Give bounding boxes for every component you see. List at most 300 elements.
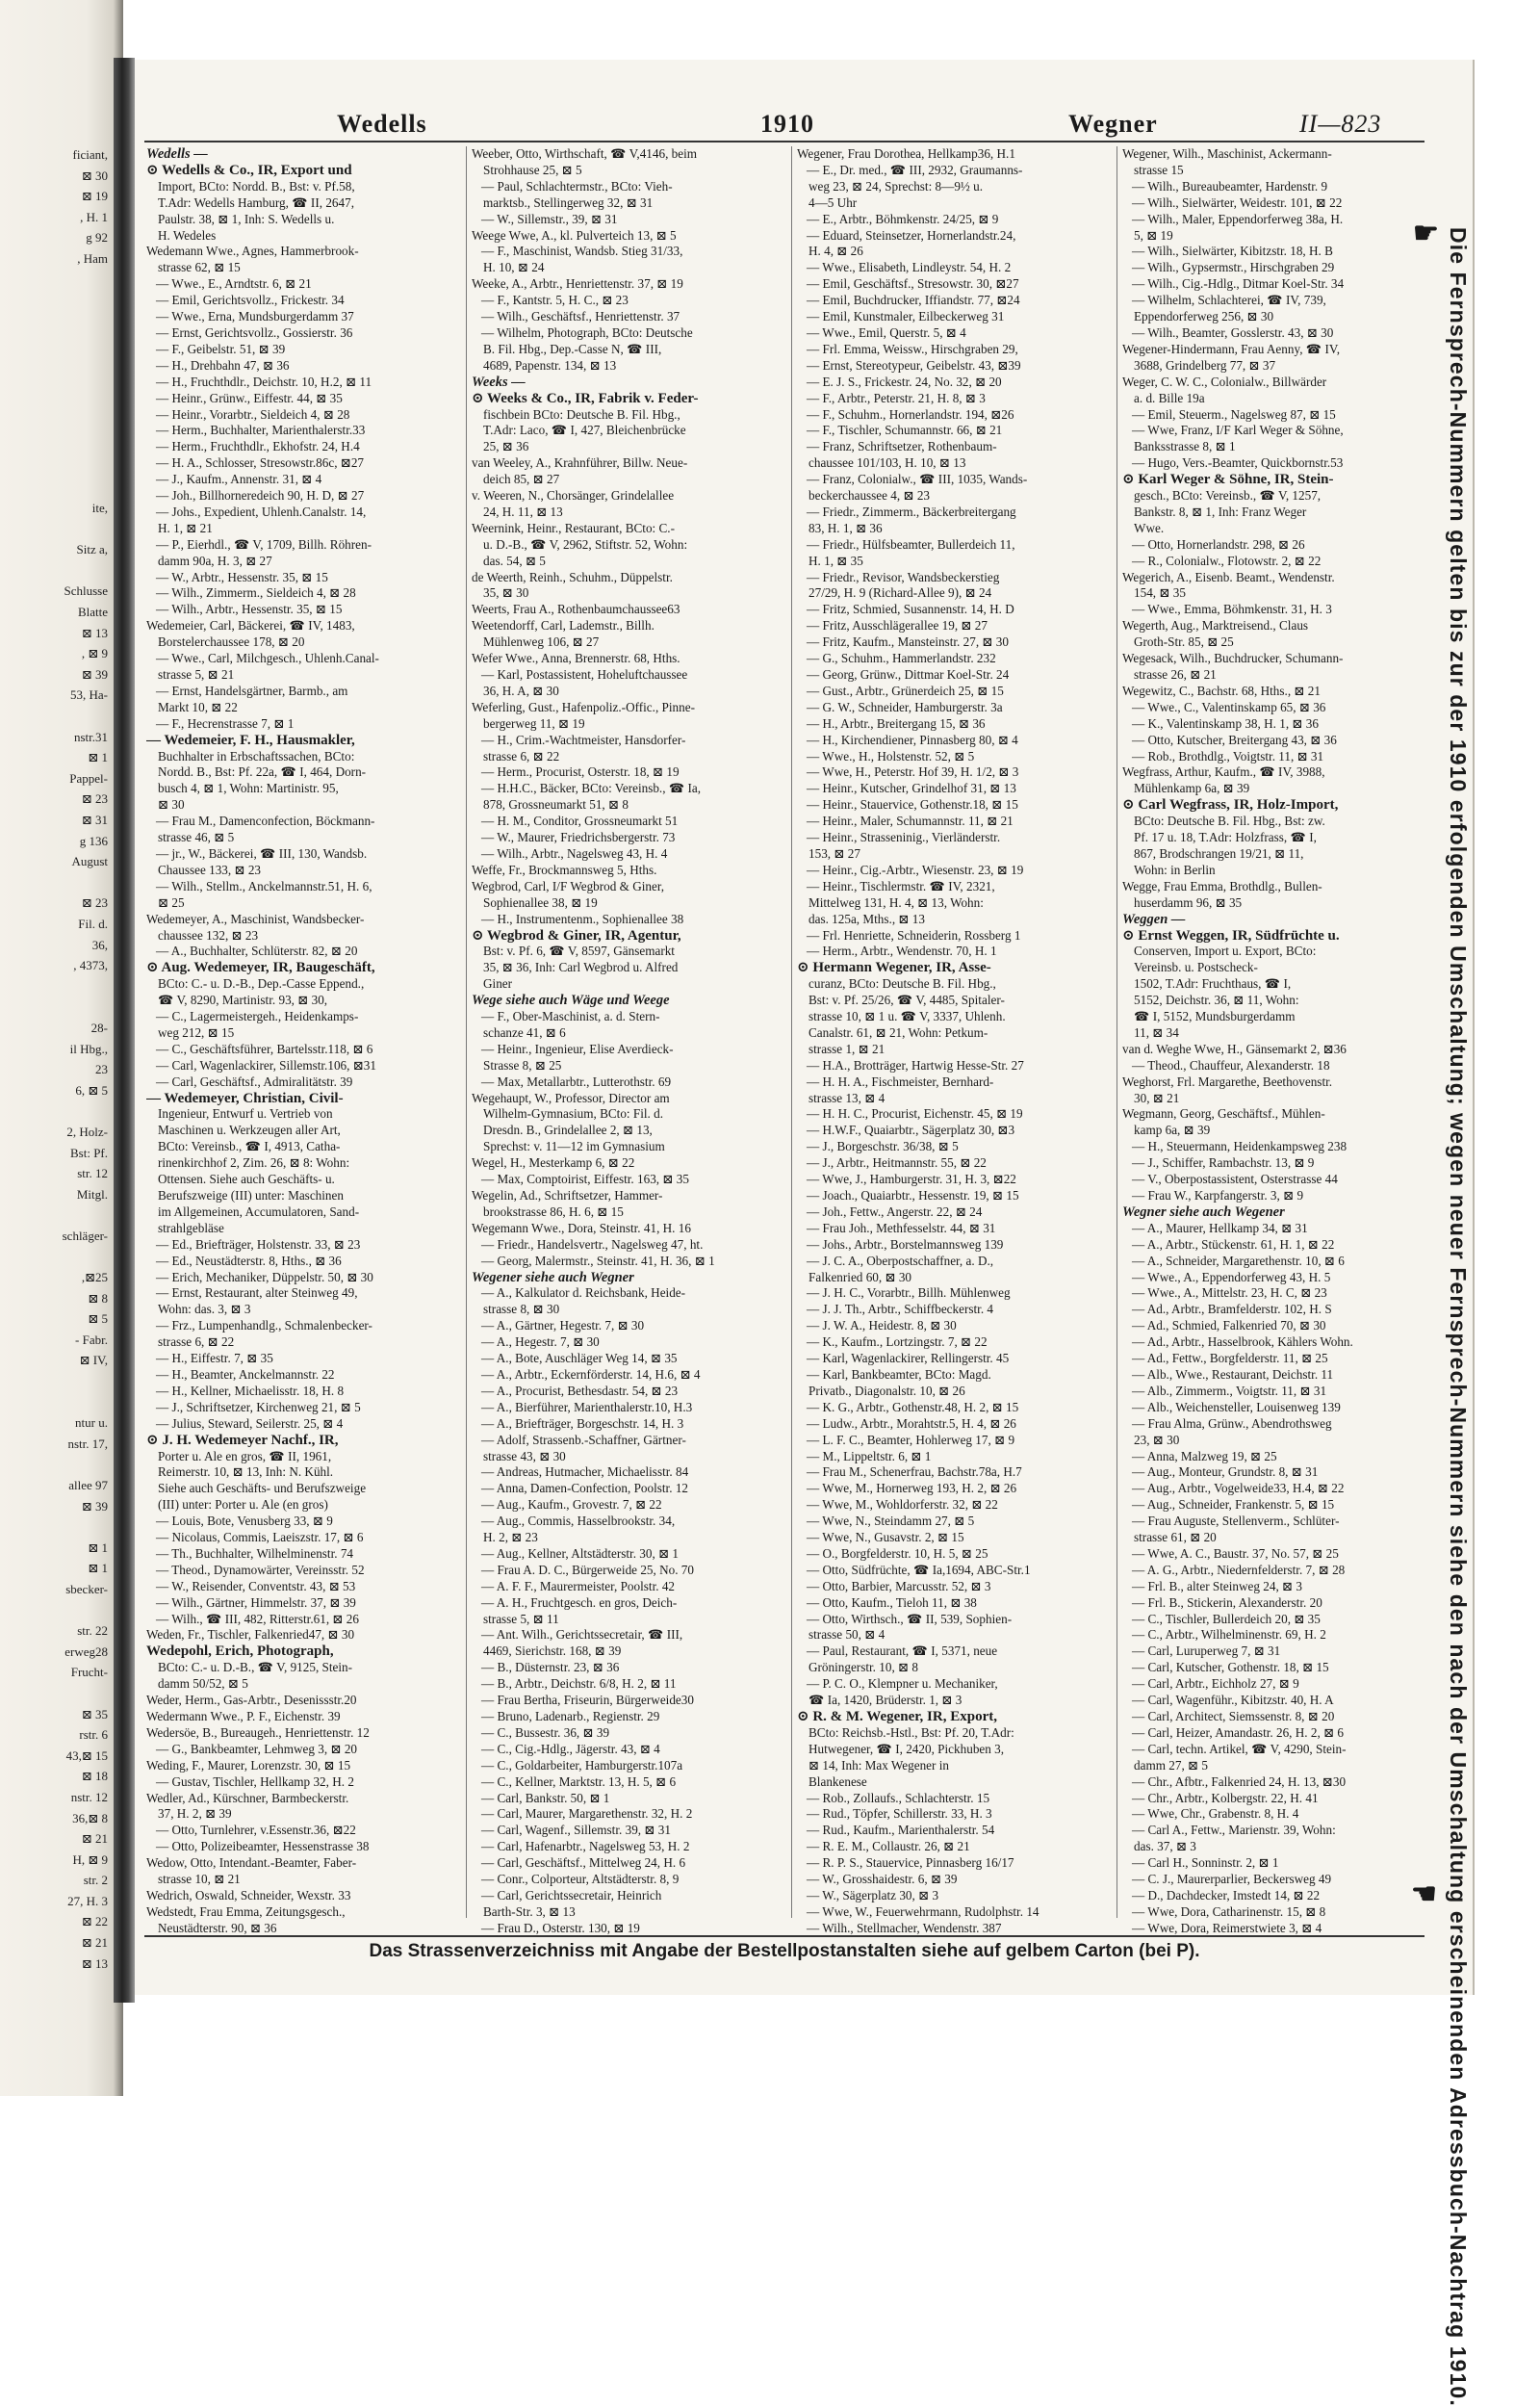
directory-entry-line: — Th., Buchhalter, Wilhelminenstr. 74 (146, 1546, 458, 1563)
directory-entry-line: — Ernst, Stereotypeur, Geibelstr. 43, ⊠39 (797, 358, 1109, 375)
fragment-line (0, 435, 114, 456)
directory-entry-line: Wegelin, Ad., Schriftsetzer, Hammer- (472, 1188, 783, 1204)
directory-entry-line: 23, ⊠ 30 (1122, 1433, 1434, 1449)
directory-entry-line: Porter u. Ale en gros, ☎ II, 1961, (146, 1449, 458, 1465)
directory-entry-line: — Wwe., C., Valentinskamp 65, ⊠ 36 (1122, 700, 1434, 716)
directory-entry-line: — Theod., Dynamowärter, Vereinsstr. 52 (146, 1563, 458, 1579)
directory-entry-line: — G., Schuhm., Hammerlandstr. 232 (797, 651, 1109, 667)
fragment-line (0, 394, 114, 415)
fragment-line (0, 560, 114, 582)
fragment-line (0, 290, 114, 311)
directory-entry-line: ⊙ Hermann Wegener, IR, Asse- (797, 960, 1109, 976)
directory-entry-line: — H., Beamter, Anckelmannstr. 22 (146, 1367, 458, 1384)
header-first-entry: Wedells (337, 110, 427, 139)
directory-entry-line: — Hugo, Vers.-Beamter, Quickbornstr.53 (1122, 455, 1434, 472)
directory-entry-line: Wwe. (1122, 521, 1434, 537)
directory-entry-line: ☎ Ia, 1420, Brüderstr. 1, ⊠ 3 (797, 1693, 1109, 1709)
fragment-line (0, 1371, 114, 1392)
directory-entry-line: 36, H. A, ⊠ 30 (472, 684, 783, 700)
fragment-line: ⊠ 31 (0, 810, 114, 831)
directory-entry-line: — E., Dr. med., ☎ III, 2932, Graumanns- (797, 163, 1109, 179)
directory-entry-line: Blankenese (797, 1774, 1109, 1791)
directory-entry-line: Neustädterstr. 90, ⊠ 36 (146, 1921, 458, 1937)
directory-entry-line: busch 4, ⊠ 1, Wohn: Martinistr. 95, (146, 781, 458, 797)
directory-entry-line: — A., Bote, Auschläger Weg 14, ⊠ 35 (472, 1351, 783, 1367)
directory-entry-line: — Wedemeyer, Christian, Civil- (146, 1091, 458, 1107)
directory-entry-line: — Friedr., Revisor, Wandsbeckerstieg (797, 570, 1109, 586)
fragment-line: Pappel- (0, 768, 114, 789)
directory-entry-line: — Frl. Henriette, Schneiderin, Rossberg 1 (797, 928, 1109, 945)
fragment-line: allee 97 (0, 1475, 114, 1496)
fragment-line (0, 1392, 114, 1413)
directory-entry-line: ⊠ 30 (146, 797, 458, 814)
directory-entry-line: — Chr., Afbtr., Falkenried 24, H. 13, ⊠30 (1122, 1774, 1434, 1791)
directory-entry-line: Canalstr. 61, ⊠ 21, Wohn: Petkum- (797, 1025, 1109, 1042)
directory-entry-line: — Carl, Geschäftsf., Admiralitätstr. 39 (146, 1074, 458, 1091)
directory-entry-line: — Otto, Wirthsch., ☎ II, 539, Sophien- (797, 1612, 1109, 1628)
directory-entry-line: Weetendorff, Carl, Lademstr., Billh. (472, 618, 783, 634)
directory-entry-line: — K., Kaufm., Lortzingstr. 7, ⊠ 22 (797, 1334, 1109, 1351)
directory-entry-line: ⊠ 25 (146, 895, 458, 912)
directory-entry-line: 83, H. 1, ⊠ 36 (797, 521, 1109, 537)
directory-entry-line: Weden, Fr., Tischler, Falkenried47, ⊠ 30 (146, 1627, 458, 1643)
directory-entry-line: 27/29, H. 9 (Richard-Allee 9), ⊠ 24 (797, 585, 1109, 602)
directory-entry-line: kamp 6a, ⊠ 39 (1122, 1123, 1434, 1139)
directory-entry-line: Chaussee 133, ⊠ 23 (146, 863, 458, 879)
directory-entry-line: — Wilh., Geschäftsf., Henriettenstr. 37 (472, 309, 783, 325)
directory-entry-line: Weder, Herm., Gas-Arbtr., Desenissstr.20 (146, 1693, 458, 1709)
directory-entry-line: — C., Bussestr. 36, ⊠ 39 (472, 1725, 783, 1742)
directory-entry-line: 11, ⊠ 34 (1122, 1025, 1434, 1042)
directory-entry-line: — Friedr., Hülfsbeamter, Bullerdeich 11, (797, 537, 1109, 554)
directory-entry-line: 24, H. 11, ⊠ 13 (472, 505, 783, 521)
directory-entry-line: Sophienallee 38, ⊠ 19 (472, 895, 783, 912)
fragment-line (0, 1600, 114, 1621)
fragment-line: 36, (0, 935, 114, 956)
directory-entry-line: Wedrich, Oswald, Schneider, Wexstr. 33 (146, 1888, 458, 1904)
directory-entry-line: — Herm., Fruchthdlr., Ekhofstr. 24, H.4 (146, 439, 458, 455)
directory-entry-line: — H., Arbtr., Breitergang 15, ⊠ 36 (797, 716, 1109, 733)
directory-entry-line: — H.W.F., Quaiarbtr., Sägerplatz 30, ⊠3 (797, 1123, 1109, 1139)
directory-entry-line: — Wwe, M., Wohldorferstr. 32, ⊠ 22 (797, 1497, 1109, 1514)
directory-entry-line: strasse 5, ⊠ 21 (146, 667, 458, 684)
directory-entry-line: — F., Maschinist, Wandsb. Stieg 31/33, (472, 244, 783, 260)
directory-entry-line: ⊙ Carl Wegfrass, IR, Holz-Import, (1122, 797, 1434, 814)
directory-entry-line: — Frau Joh., Methfesselstr. 44, ⊠ 31 (797, 1221, 1109, 1237)
directory-entry-line: — Wwe, J., Hamburgerstr. 31, H. 3, ⊠22 (797, 1172, 1109, 1188)
directory-entry-line: — Fritz, Schmied, Susannenstr. 14, H. D (797, 602, 1109, 618)
fragment-line (0, 519, 114, 540)
directory-entry-line: v. Weeren, N., Chorsänger, Grindelallee (472, 488, 783, 505)
directory-entry-line: — Anna, Damen-Confection, Poolstr. 12 (472, 1481, 783, 1497)
directory-entry-line: — Wwe, Chr., Grabenstr. 8, H. 4 (1122, 1806, 1434, 1823)
directory-entry-line: fischbein BCto: Deutsche B. Fil. Hbg., (472, 407, 783, 424)
directory-entry-line: Wegfrass, Arthur, Kaufm., ☎ IV, 3988, (1122, 764, 1434, 781)
fragment-line (0, 352, 114, 374)
fragment-line (0, 1204, 114, 1226)
directory-entry-line: — Aug., Kellner, Altstädterstr. 30, ⊠ 1 (472, 1546, 783, 1563)
directory-entry-line: — A., Kalkulator d. Reichsbank, Heide- (472, 1285, 783, 1302)
directory-entry-line: — H., Crim.-Wachtmeister, Hansdorfer- (472, 733, 783, 749)
directory-entry-line: — R. P. S., Stauervice, Pinnasberg 16/17 (797, 1855, 1109, 1872)
directory-entry-line: Wegener, Wilh., Maschinist, Ackermann- (1122, 146, 1434, 163)
directory-entry-line: Barth-Str. 3, ⊠ 13 (472, 1904, 783, 1921)
page-footer-note: Das Strassenverzeichniss mit Angabe der Bestellpostanstalten siehe auf gelbem Carton (bei P). (144, 1935, 1424, 1970)
fragment-line: ,⊠25 (0, 1267, 114, 1288)
directory-entry-line: — Wilh., Arbtr., Nagelsweg 43, H. 4 (472, 846, 783, 863)
directory-entry-line: — Wwe., Erna, Mundsburgerdamm 37 (146, 309, 458, 325)
directory-entry-line: van d. Weghe Wwe, H., Gänsemarkt 2, ⊠36 (1122, 1042, 1434, 1058)
fragment-line: erweg28 (0, 1642, 114, 1663)
directory-entry-line: — Aug., Arbtr., Vogelweide33, H.4, ⊠ 22 (1122, 1481, 1434, 1497)
directory-entry-line: strasse 5, ⊠ 11 (472, 1612, 783, 1628)
directory-entry-line: Bst: v. Pf. 25/26, ☎ V, 4485, Spitaler- (797, 993, 1109, 1009)
directory-entry-line: Paulstr. 38, ⊠ 1, Inh: S. Wedells u. (146, 212, 458, 228)
fragment-line: nstr. 12 (0, 1787, 114, 1808)
directory-entry-line: — Alb., Wwe., Restaurant, Deichstr. 11 (1122, 1367, 1434, 1384)
directory-entry-line: Wohn: das. 3, ⊠ 3 (146, 1302, 458, 1318)
directory-entry-line: weg 23, ⊠ 24, Sprechst: 8—9½ u. (797, 179, 1109, 195)
directory-entry-line: — Heinr., Kutscher, Grindelhof 31, ⊠ 13 (797, 781, 1109, 797)
directory-entry-line: — Carl, Geschäftsf., Mittelweg 24, H. 6 (472, 1855, 783, 1872)
fragment-line: ⊠ 23 (0, 789, 114, 810)
directory-entry-line: — Max, Metallarbtr., Lutterothstr. 69 (472, 1074, 783, 1091)
directory-entry-line: — Wilh., Zimmerm., Sieldeich 4, ⊠ 28 (146, 585, 458, 602)
directory-entry-line: curanz, BCto: Deutsche B. Fil. Hbg., (797, 976, 1109, 993)
directory-entry-line: — Rud., Kaufm., Marienthalerstr. 54 (797, 1823, 1109, 1839)
directory-entry-line: 35, ⊠ 30 (472, 585, 783, 602)
directory-entry-line: — Julius, Steward, Seilerstr. 25, ⊠ 4 (146, 1416, 458, 1433)
directory-entry-line: — H.A., Brotträger, Hartwig Hesse-Str. 27 (797, 1058, 1109, 1074)
book-binding-shadow (114, 58, 135, 2003)
directory-entry-line: 867, Brodschrangen 19/21, ⊠ 11, (1122, 846, 1434, 863)
directory-entry-line: — Alb., Zimmerm., Voigtstr. 11, ⊠ 31 (1122, 1384, 1434, 1400)
directory-entry-line: — A., Maurer, Hellkamp 34, ⊠ 31 (1122, 1221, 1434, 1237)
directory-entry-line: — H.H.C., Bäcker, BCto: Vereinsb., ☎ Ia, (472, 781, 783, 797)
directory-entry-line: — Wwe, N., Steindamm 27, ⊠ 5 (797, 1514, 1109, 1530)
directory-entry-line: Strohhause 25, ⊠ 5 (472, 163, 783, 179)
fragment-line: ⊠ 23 (0, 893, 114, 914)
fragment-line: 2, Holz- (0, 1122, 114, 1143)
directory-entry-line: — Wwe, A. C., Baustr. 37, No. 57, ⊠ 25 (1122, 1546, 1434, 1563)
directory-entry-line: Wedemann Wwe., Agnes, Hammerbrook- (146, 244, 458, 260)
directory-entry-line: Weeber, Otto, Wirthschaft, ☎ V,4146, beim (472, 146, 783, 163)
fragment-line (0, 1516, 114, 1538)
directory-entry-line: — Wilh., Stellmacher, Wendenstr. 387 (797, 1921, 1109, 1937)
directory-entry-line: — A., Procurist, Bethesdastr. 54, ⊠ 23 (472, 1384, 783, 1400)
directory-entry-line: strasse 8, ⊠ 30 (472, 1302, 783, 1318)
directory-entry-line: ⊙ Wegbrod & Giner, IR, Agentur, (472, 928, 783, 945)
column-2 (472, 146, 783, 1937)
directory-entry-line: Wedepohl, Erich, Photograph, (146, 1643, 458, 1660)
directory-entry-line: Bankstr. 8, ⊠ 1, Inh: Franz Weger (1122, 505, 1434, 521)
directory-entry-line: — Fritz, Kaufm., Mansteinstr. 27, ⊠ 30 (797, 634, 1109, 651)
directory-entry-line: — J. H. C., Vorarbtr., Billh. Mühlenweg (797, 1285, 1109, 1302)
directory-entry-line: Wegener siehe auch Wegner (472, 1270, 783, 1286)
directory-entry-line: 5152, Deichstr. 36, ⊠ 11, Wohn: (1122, 993, 1434, 1009)
directory-entry-line: — Wwe, M., Hornerweg 193, H. 2, ⊠ 26 (797, 1481, 1109, 1497)
directory-entry-line: Siehe auch Geschäfts- und Berufszweige (146, 1481, 458, 1497)
directory-entry-line: Wegel, H., Mesterkamp 6, ⊠ 22 (472, 1155, 783, 1172)
directory-entry-line: — Georg, Malermstr., Steinstr. 41, H. 36, ⊠ 1 (472, 1254, 783, 1270)
directory-entry-line: — Otto, Hornerlandstr. 298, ⊠ 26 (1122, 537, 1434, 554)
directory-entry-line: — Alb., Weichensteller, Louisenweg 139 (1122, 1400, 1434, 1416)
directory-entry-line: — Paul, Schlachtermstr., BCto: Vieh- (472, 179, 783, 195)
directory-entry-line: 4469, Sierichstr. 168, ⊠ 39 (472, 1643, 783, 1660)
directory-entry-line: BCto: Deutsche B. Fil. Hbg., Bst: zw. (1122, 814, 1434, 830)
fragment-line (0, 1246, 114, 1267)
fragment-line: ficiant, (0, 144, 114, 166)
directory-entry-line: — A., Gärtner, Hegestr. 7, ⊠ 30 (472, 1318, 783, 1334)
directory-entry-line: — Heinr., Grünw., Eiffestr. 44, ⊠ 35 (146, 391, 458, 407)
directory-entry-line: (III) unter: Porter u. Ale (en gros) (146, 1497, 458, 1514)
directory-entry-line: — Frl. B., Stickerin, Alexanderstr. 20 (1122, 1595, 1434, 1612)
page-header (144, 106, 1424, 142)
directory-entry-line: Wohn: in Berlin (1122, 863, 1434, 879)
directory-entry-line: — Karl, Wagenlackirer, Rellingerstr. 45 (797, 1351, 1109, 1367)
directory-entry-line: Wedstedt, Frau Emma, Zeitungsgesch., (146, 1904, 458, 1921)
fragment-line: ⊠ 35 (0, 1704, 114, 1725)
directory-entry-line: — Eduard, Steinsetzer, Hornerlandstr.24, (797, 228, 1109, 245)
directory-entry-line: — W., Grosshaidestr. 6, ⊠ 39 (797, 1872, 1109, 1888)
fragment-line (0, 478, 114, 499)
directory-entry-line: — Wilh., Bureaubeamter, Hardenstr. 9 (1122, 179, 1434, 195)
page-number: II—823 (1299, 110, 1381, 139)
directory-entry-line: — Karl, Bankbeamter, BCto: Magd. (797, 1367, 1109, 1384)
directory-entry-line: — Theod., Chauffeur, Alexanderstr. 18 (1122, 1058, 1434, 1074)
fragment-line (0, 331, 114, 352)
directory-entry-line: — Frau M., Schenerfrau, Bachstr.78a, H.7 (797, 1464, 1109, 1481)
directory-entry-line: — W., Arbtr., Hessenstr. 35, ⊠ 15 (146, 570, 458, 586)
fragment-line: ⊠ 8 (0, 1288, 114, 1309)
directory-entry-line: — Wwe., E., Arndtstr. 6, ⊠ 21 (146, 276, 458, 293)
directory-entry-line: — A. H., Fruchtgesch. en gros, Deich- (472, 1595, 783, 1612)
directory-entry-line: — V., Oberpostassistent, Osterstrasse 44 (1122, 1172, 1434, 1188)
fragment-line (0, 1683, 114, 1704)
directory-entry-line: — Ad., Fettw., Borgfelderstr. 11, ⊠ 25 (1122, 1351, 1434, 1367)
directory-entry-line: Conserven, Import u. Export, BCto: (1122, 944, 1434, 960)
directory-entry-line: — Wilh., Gärtner, Himmelstr. 37, ⊠ 39 (146, 1595, 458, 1612)
directory-entry-line: — C., Cig.-Hdlg., Jägerstr. 43, ⊠ 4 (472, 1742, 783, 1758)
directory-entry-line: B. Fil. Hbg., Dep.-Casse N, ☎ III, (472, 342, 783, 358)
directory-entry-line: — Friedr., Zimmerm., Bäckerbreitergang (797, 505, 1109, 521)
directory-entry-line: — Ad., Arbtr., Bramfelderstr. 102, H. S (1122, 1302, 1434, 1318)
directory-entry-line: Weggen — (1122, 912, 1434, 928)
fragment-line: ⊠ 13 (0, 623, 114, 644)
directory-entry-line: — Frau Alma, Grünw., Abendrothsweg (1122, 1416, 1434, 1433)
directory-entry-line: — Wilh., Beamter, Gosslerstr. 43, ⊠ 30 (1122, 325, 1434, 342)
directory-entry-line: Weding, F., Maurer, Lorenzstr. 30, ⊠ 15 (146, 1758, 458, 1774)
directory-entry-line: a. d. Bille 19a (1122, 391, 1434, 407)
directory-entry-line: — Herm., Arbtr., Wendenstr. 70, H. 1 (797, 944, 1109, 960)
directory-entry-line: 30, ⊠ 21 (1122, 1091, 1434, 1107)
directory-entry-line: — H. H. C., Procurist, Eichenstr. 45, ⊠ 19 (797, 1106, 1109, 1123)
directory-entry-line: strasse 62, ⊠ 15 (146, 260, 458, 276)
fragment-line: ⊠ 1 (0, 1558, 114, 1579)
directory-entry-line: 35, ⊠ 36, Inh: Carl Wegbrod u. Alfred (472, 960, 783, 976)
directory-entry-line: — L. F. C., Beamter, Hohlerweg 17, ⊠ 9 (797, 1433, 1109, 1449)
directory-entry-line: Weerts, Frau A., Rothenbaumchaussee63 (472, 602, 783, 618)
directory-entry-line: — Carl, Bankstr. 50, ⊠ 1 (472, 1791, 783, 1807)
directory-entry-line: deich 85, ⊠ 27 (472, 472, 783, 488)
directory-entry-line: — Frau D., Osterstr. 130, ⊠ 19 (472, 1921, 783, 1937)
directory-entry-line: damm 27, ⊠ 5 (1122, 1758, 1434, 1774)
directory-entry-line: Eppendorferweg 256, ⊠ 30 (1122, 309, 1434, 325)
fragment-line: ⊠ 1 (0, 747, 114, 768)
directory-entry-line: — Wilh., ☎ III, 482, Ritterstr.61, ⊠ 26 (146, 1612, 458, 1628)
directory-entry-line: — Chr., Arbtr., Kolbergstr. 22, H. 41 (1122, 1791, 1434, 1807)
directory-entry-line: — A., Buchhalter, Schlüterstr. 82, ⊠ 20 (146, 944, 458, 960)
directory-entry-line: Wedemeier, Carl, Bäckerei, ☎ IV, 1483, (146, 618, 458, 634)
fragment-line (0, 1100, 114, 1122)
directory-entry-line: — Wwe., Emma, Böhmkenstr. 31, H. 3 (1122, 602, 1434, 618)
directory-entry-line: — Ant. Wilh., Gerichtssecretair, ☎ III, (472, 1627, 783, 1643)
directory-entry-line: — Wwe., Emil, Querstr. 5, ⊠ 4 (797, 325, 1109, 342)
column-3 (797, 146, 1109, 1937)
fragment-line (0, 311, 114, 332)
directory-entry-line: Wedemeyer, A., Maschinist, Wandsbecker- (146, 912, 458, 928)
directory-entry-line: — F., Hecrenstrasse 7, ⊠ 1 (146, 716, 458, 733)
directory-entry-line: — J. W. A., Heidestr. 8, ⊠ 30 (797, 1318, 1109, 1334)
fragment-line (0, 1454, 114, 1475)
fragment-line: str. 22 (0, 1620, 114, 1642)
directory-entry-line: 4689, Papenstr. 134, ⊠ 13 (472, 358, 783, 375)
directory-entry-line: Mühlenweg 106, ⊠ 27 (472, 634, 783, 651)
directory-entry-line: strasse 61, ⊠ 20 (1122, 1530, 1434, 1546)
directory-entry-line: — W., Maurer, Friedrichsbergerstr. 73 (472, 830, 783, 846)
directory-entry-line: Wegener, Frau Dorothea, Hellkamp36, H.1 (797, 146, 1109, 163)
directory-entry-line: — Aug., Monteur, Grundstr. 8, ⊠ 31 (1122, 1464, 1434, 1481)
directory-entry-line: — Carl, techn. Artikel, ☎ V, 4290, Stein- (1122, 1742, 1434, 1758)
directory-entry-line: — Frz., Lumpenhandlg., Schmalenbecker- (146, 1318, 458, 1334)
directory-entry-line: Wegewitz, C., Bachstr. 68, Hths., ⊠ 21 (1122, 684, 1434, 700)
directory-entry-line: Reimerstr. 10, ⊠ 13, Inh: N. Kühl. (146, 1464, 458, 1481)
directory-entry-line: — Wilhelm, Photograph, BCto: Deutsche (472, 325, 783, 342)
fragment-line: ⊠ 39 (0, 1496, 114, 1517)
directory-entry-line: Ottensen. Siehe auch Geschäfts- u. (146, 1172, 458, 1188)
directory-entry-line: — Otto, Südfrüchte, ☎ Ia,1694, ABC-Str.1 (797, 1563, 1109, 1579)
directory-entry-line: — Otto, Barbier, Marcusstr. 52, ⊠ 3 (797, 1579, 1109, 1595)
directory-entry-line: — Carl, Gerichtssecretair, Heinrich (472, 1888, 783, 1904)
directory-entry-line: — Heinr., Strasseninig., Vierländerstr. (797, 830, 1109, 846)
fragment-line: ⊠ 39 (0, 664, 114, 686)
directory-entry-line: ⊙ Weeks & Co., IR, Fabrik v. Feder- (472, 391, 783, 407)
directory-entry-line: — Conr., Colporteur, Altstädterstr. 8, 9 (472, 1872, 783, 1888)
directory-entry-line: Wilhelm-Gymnasium, BCto: Fil. d. (472, 1106, 783, 1123)
directory-entry-line: — Bruno, Ladenarb., Regienstr. 29 (472, 1709, 783, 1725)
directory-entry-line: Wegerich, A., Eisenb. Beamt., Wendenstr. (1122, 570, 1434, 586)
directory-entry-line: — Carl, Architect, Siemssenstr. 8, ⊠ 20 (1122, 1709, 1434, 1725)
fragment-line: 6, ⊠ 5 (0, 1080, 114, 1101)
directory-entry-line: ☎ I, 5152, Mundsburgerdamm (1122, 1009, 1434, 1025)
column-divider (1116, 146, 1117, 1918)
directory-entry-line: — H. M., Conditor, Grossneumarkt 51 (472, 814, 783, 830)
directory-entry-line: — Herm., Procurist, Osterstr. 18, ⊠ 19 (472, 764, 783, 781)
directory-entry-line: Nordd. B., Bst: Pf. 22a, ☎ I, 464, Dorn- (146, 764, 458, 781)
directory-entry-line: — G. W., Schneider, Hamburgerstr. 3a (797, 700, 1109, 716)
fragment-line: - Fabr. (0, 1330, 114, 1351)
fragment-line: Bst: Pf. (0, 1143, 114, 1164)
directory-entry-line: — A., Arbtr., Stückenstr. 61, H. 1, ⊠ 22 (1122, 1237, 1434, 1254)
directory-entry-line: — Emil, Buchdrucker, Iffiandstr. 77, ⊠24 (797, 293, 1109, 309)
directory-entry-line: ⊠ 14, Inh: Max Wegener in (797, 1758, 1109, 1774)
fragment-line: Blatte (0, 602, 114, 623)
directory-entry-line: — Wwe, N., Gusavstr. 2, ⊠ 15 (797, 1530, 1109, 1546)
fragment-line: ⊠ 5 (0, 1308, 114, 1330)
directory-entry-line: — Carl, Luruperweg 7, ⊠ 31 (1122, 1643, 1434, 1660)
directory-entry-line: — B., Arbtr., Deichstr. 6/8, H. 2, ⊠ 11 (472, 1676, 783, 1693)
directory-entry-line: Berufszweige (III) unter: Maschinen (146, 1188, 458, 1204)
directory-entry-line: ⊙ J. H. Wedemeyer Nachf., IR, (146, 1433, 458, 1449)
directory-entry-line: — Wilh., Gypsermstr., Hirschgraben 29 (1122, 260, 1434, 276)
directory-entry-line: Import, BCto: Nordd. B., Bst: v. Pf.58, (146, 179, 458, 195)
directory-entry-line: — J. C. A., Oberpostschaffner, a. D., (797, 1254, 1109, 1270)
fragment-line: Mitgl. (0, 1184, 114, 1205)
directory-entry-line: — Wwe, Dora, Catharinenstr. 15, ⊠ 8 (1122, 1904, 1434, 1921)
directory-entry-line: Mühlenkamp 6a, ⊠ 39 (1122, 781, 1434, 797)
directory-entry-line: — Wilh., Cig.-Hdlg., Ditmar Koel-Str. 34 (1122, 276, 1434, 293)
directory-entry-line: — Heinr., Stauervice, Gothenstr.18, ⊠ 15 (797, 797, 1109, 814)
directory-entry-line: — Wilhelm, Schlachterei, ☎ IV, 739, (1122, 293, 1434, 309)
directory-entry-line: Vereinsb. u. Postscheck- (1122, 960, 1434, 976)
directory-entry-line: van Weeley, A., Krahnführer, Billw. Neue- (472, 455, 783, 472)
directory-entry-line: — Otto, Turnlehrer, v.Essenstr.36, ⊠22 (146, 1823, 458, 1839)
directory-entry-line: — Fritz, Ausschlägerallee 19, ⊠ 27 (797, 618, 1109, 634)
fragment-line: rstr. 6 (0, 1724, 114, 1746)
directory-entry-line: — Wwe, Dora, Reimerstwiete 3, ⊠ 4 (1122, 1921, 1434, 1937)
directory-entry-line: — J., Arbtr., Heitmannstr. 55, ⊠ 22 (797, 1155, 1109, 1172)
directory-entry-line: — Max, Comptoirist, Eiffestr. 163, ⊠ 35 (472, 1172, 783, 1188)
directory-entry-line: 4—5 Uhr (797, 195, 1109, 212)
directory-entry-line: — G., Bankbeamter, Lehmweg 3, ⊠ 20 (146, 1742, 458, 1758)
directory-entry-line: — A., Briefträger, Borgeschstr. 14, H. 3 (472, 1416, 783, 1433)
fragment-line: str. 2 (0, 1870, 114, 1891)
directory-entry-line: Wedermann Wwe., P. F., Eichenstr. 39 (146, 1709, 458, 1725)
directory-entry-line: — jr., W., Bäckerei, ☎ III, 130, Wandsb. (146, 846, 458, 863)
directory-entry-line: — H. H. A., Fischmeister, Bernhard- (797, 1074, 1109, 1091)
directory-entry-line: — Wwe., H., Holstenstr. 52, ⊠ 5 (797, 749, 1109, 765)
directory-entry-line: strasse 43, ⊠ 30 (472, 1449, 783, 1465)
directory-entry-line: Privatb., Diagonalstr. 10, ⊠ 26 (797, 1384, 1109, 1400)
directory-entry-line: — P., Eierhdl., ☎ V, 1709, Billh. Röhren- (146, 537, 458, 554)
column-divider (466, 146, 467, 1918)
directory-entry-line: — Wilh., Arbtr., Hessenstr. 35, ⊠ 15 (146, 602, 458, 618)
directory-entry-line: ⊙ Aug. Wedemeyer, IR, Baugeschäft, (146, 960, 458, 976)
directory-entry-line: — J., Schriftsetzer, Kirchenweg 21, ⊠ 5 (146, 1400, 458, 1416)
directory-entry-line: im Allgemeinen, Accumulatoren, Sand- (146, 1204, 458, 1221)
directory-entry-line: brookstrasse 86, H. 6, ⊠ 15 (472, 1204, 783, 1221)
directory-entry-line: Strasse 8, ⊠ 25 (472, 1058, 783, 1074)
directory-entry-line: — Frau M., Damenconfection, Böckmann- (146, 814, 458, 830)
directory-entry-line: strasse 13, ⊠ 4 (797, 1091, 1109, 1107)
directory-entry-line: — J., Kaufm., Annenstr. 31, ⊠ 4 (146, 472, 458, 488)
directory-entry-line: Weeke, A., Arbtr., Henriettenstr. 37, ⊠ 19 (472, 276, 783, 293)
directory-entry-line: — Carl, Hafenarbtr., Nagelsweg 53, H. 2 (472, 1839, 783, 1855)
directory-entry-line: — Rob., Brothdlg., Voigtstr. 11, ⊠ 31 (1122, 749, 1434, 765)
directory-entry-line: 5, ⊠ 19 (1122, 228, 1434, 245)
directory-entry-line: — Ernst, Gerichtsvollz., Gossierstr. 36 (146, 325, 458, 342)
directory-entry-line: — Ad., Schmied, Falkenried 70, ⊠ 30 (1122, 1318, 1434, 1334)
pointing-hand-icon: ☚ (1411, 1877, 1437, 1911)
fragment-line: sbecker- (0, 1579, 114, 1600)
directory-entry-line: ⊙ Wedells & Co., IR, Export und (146, 163, 458, 179)
directory-entry-line: ☎ V, 8290, Martinistr. 93, ⊠ 30, (146, 993, 458, 1009)
directory-entry-line: — Heinr., Ingenieur, Elise Averdieck- (472, 1042, 783, 1058)
directory-entry-line: — Otto, Kaufm., Tieloh 11, ⊠ 38 (797, 1595, 1109, 1612)
fragment-line: ite, (0, 498, 114, 519)
directory-entry-line: — Carl, Wagenführ., Kibitzstr. 40, H. A (1122, 1693, 1434, 1709)
directory-entry-line: — F., Ober-Maschinist, a. d. Stern- (472, 1009, 783, 1025)
